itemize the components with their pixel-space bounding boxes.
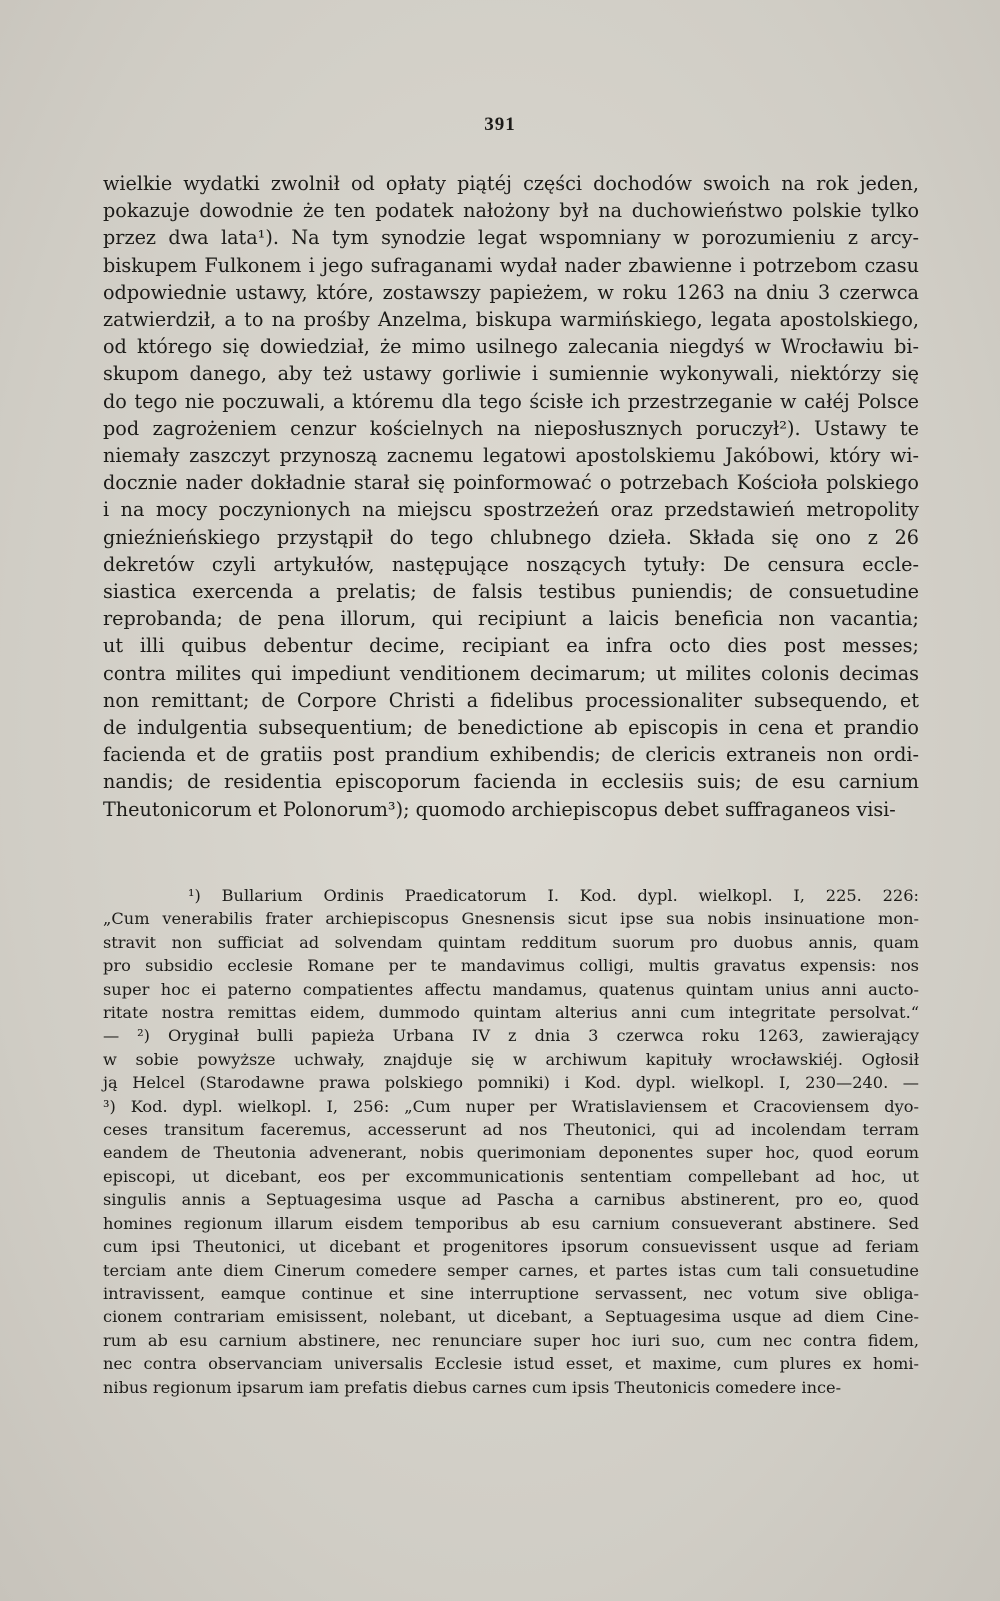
text-line: ut illi quibus debentur decime, recipiant ea infra octo dies post messes;: [103, 634, 919, 658]
text-line: odpowiednie ustawy, które, zostawszy papieżem, w roku 1263 na dniu 3 czerwca: [103, 280, 919, 304]
text-line: skupom danego, aby też ustawy gorliwie i sumiennie wykonywali, niektórzy się: [103, 362, 919, 386]
footnote-line: singulis annis a Septuagesima usque ad Pascha a carnibus abstinerent, pro eo, quod: [103, 1190, 919, 1210]
text-line: pod zagrożeniem cenzur kościelnych na nieposłusznych poruczył²). Ustawy te: [103, 416, 919, 440]
text-line: docznie nader dokładnie starał się poinformować o potrzebach Kościoła polskiego: [103, 471, 919, 495]
text-line: niemały zaszczyt przynoszą zacnemu legatowi apostolskiemu Jakóbowi, który wi-: [103, 444, 919, 468]
text-line: nandis; de residentia episcoporum facienda in ecclesiis suis; de esu carnium: [103, 770, 919, 794]
text-line: Theutonicorum et Polonorum³); quomodo archiepiscopus debet suffraganeos visi-: [103, 797, 896, 821]
footnote-line: w sobie powyższe uchwały, znajduje się w archiwum kapituły wrocławskiéj. Ogłosił: [103, 1049, 919, 1069]
text-line: gnieźnieńskiego przystąpił do tego chlubnego dzieła. Składa się ono z 26: [103, 525, 919, 549]
footnote-line: intravissent, eamque continue et sine interruptione servassent, nec votum sive obliga-: [103, 1283, 919, 1303]
footnote-line: cionem contrariam emisissent, nolebant, ut dicebant, a Septuagesima usque ad diem Cine-: [103, 1307, 919, 1327]
footnote-line: ją Helcel (Starodawne prawa polskiego pomniki) i Kod. dypl. wielkopl. I, 230—240. —: [103, 1073, 919, 1093]
text-line: non remittant; de Corpore Christi a fidelibus processionaliter subsequendo, et: [103, 688, 919, 712]
footnote-line: super hoc ei paterno compatientes affectu mandamus, quatenus quintam unius anni aucto-: [103, 979, 919, 999]
footnote-line: „Cum venerabilis frater archiepiscopus Gnesnensis sicut ipse sua nobis insinuatione mon-: [103, 909, 919, 929]
text-line: de indulgentia subsequentium; de benedictione ab episcopis in cena et prandio: [103, 716, 919, 740]
bleed-through-shadow: [140, 842, 900, 882]
text-line: przez dwa lata¹). Na tym synodzie legat wspomniany w porozumieniu z arcy-: [103, 226, 919, 250]
text-line: od którego się dowiedział, że mimo usilnego zalecania niegdyś w Wrocławiu bi-: [103, 335, 919, 359]
text-line: reprobanda; de pena illorum, qui recipiunt a laicis beneficia non vacantia;: [103, 607, 919, 631]
footnote-line: rum ab esu carnium abstinere, nec renunciare super hoc iuri suo, cum nec contra fidem,: [103, 1330, 919, 1350]
text-line: facienda et de gratiis post prandium exhibendis; de clericis extraneis non ordi-: [103, 743, 919, 767]
footnote-line: nec contra observanciam universalis Ecclesie istud esset, et maxime, cum plures ex homi-: [103, 1354, 919, 1374]
text-line: i na mocy poczynionych na miejscu spostrzeżeń oraz przedstawień metropolity: [103, 498, 919, 522]
footnote-line: homines regionum illarum eisdem temporibus ab esu carnium consueverant abstinere. Sed: [103, 1213, 919, 1233]
text-line: wielkie wydatki zwolnił od opłaty piątéj części dochodów swoich na rok jeden,: [103, 172, 919, 195]
footnote-line: eandem de Theutonia advenerant, nobis querimoniam deponentes super hoc, quod eorum: [103, 1143, 919, 1163]
footnote-line: pro subsidio ecclesie Romane per te mandavimus colligi, multis gravatus expensis: nos: [103, 956, 919, 976]
footnotes: [103, 884, 919, 1399]
main-text: [103, 170, 919, 823]
text-line: zatwierdził, a to na prośby Anzelma, biskupa warmińskiego, legata apostolskiego,: [103, 308, 919, 332]
text-line: do tego nie poczuwali, a któremu dla tego ścisłe ich przestrzeganie w całéj Polsce: [103, 389, 919, 413]
footnote-line: terciam ante diem Cinerum comedere semper carnes, et partes istas cum tali consuetudine: [103, 1260, 919, 1280]
footnote-line: ³) Kod. dypl. wielkopl. I, 256: „Cum nuper per Wratislaviensem et Cracoviensem dyo-: [103, 1096, 919, 1116]
footnote-line: ceses transitum faceremus, accesserunt ad nos Theutonici, qui ad incolendam terram: [103, 1120, 919, 1140]
text-line: siastica exercenda a prelatis; de falsis testibus puniendis; de consuetudine: [103, 580, 919, 604]
text-line: biskupem Fulkonem i jego sufraganami wydał nader zbawienne i potrzebom czasu: [103, 253, 919, 277]
footnote-line: — ²) Oryginał bulli papieża Urbana IV z dnia 3 czerwca roku 1263, zawierający: [103, 1026, 919, 1046]
footnote-line: episcopi, ut dicebant, eos per excommunicationis sententiam compellebant ad hoc, ut: [103, 1166, 919, 1186]
footnote-line: stravit non sufficiat ad solvendam quintam redditum suorum pro duobus annis, quam: [103, 932, 919, 952]
footnote-line: nibus regionum ipsarum iam prefatis diebus carnes cum ipsis Theutonicis comedere ince-: [103, 1377, 842, 1397]
footnote-line: cum ipsi Theutonici, ut dicebant et progenitores ipsorum consuevissent usque ad feriam: [103, 1237, 919, 1257]
text-line: dekretów czyli artykułów, następujące noszących tytuły: De censura eccle-: [103, 552, 919, 576]
page-number: 391: [484, 114, 516, 135]
text-line: pokazuje dowodnie że ten podatek nałożony był na duchowieństwo polskie tylko: [103, 199, 919, 223]
footnote-line: ¹) Bullarium Ordinis Praedicatorum I. Kod. dypl. wielkopl. I, 225. 226:: [188, 886, 919, 905]
text-line: contra milites qui impediunt venditionem decimarum; ut milites colonis decimas: [103, 661, 919, 685]
footnote-line: ritate nostra remittas eidem, dummodo quintam alterius anni cum integritate persolvat.“: [103, 1003, 919, 1023]
